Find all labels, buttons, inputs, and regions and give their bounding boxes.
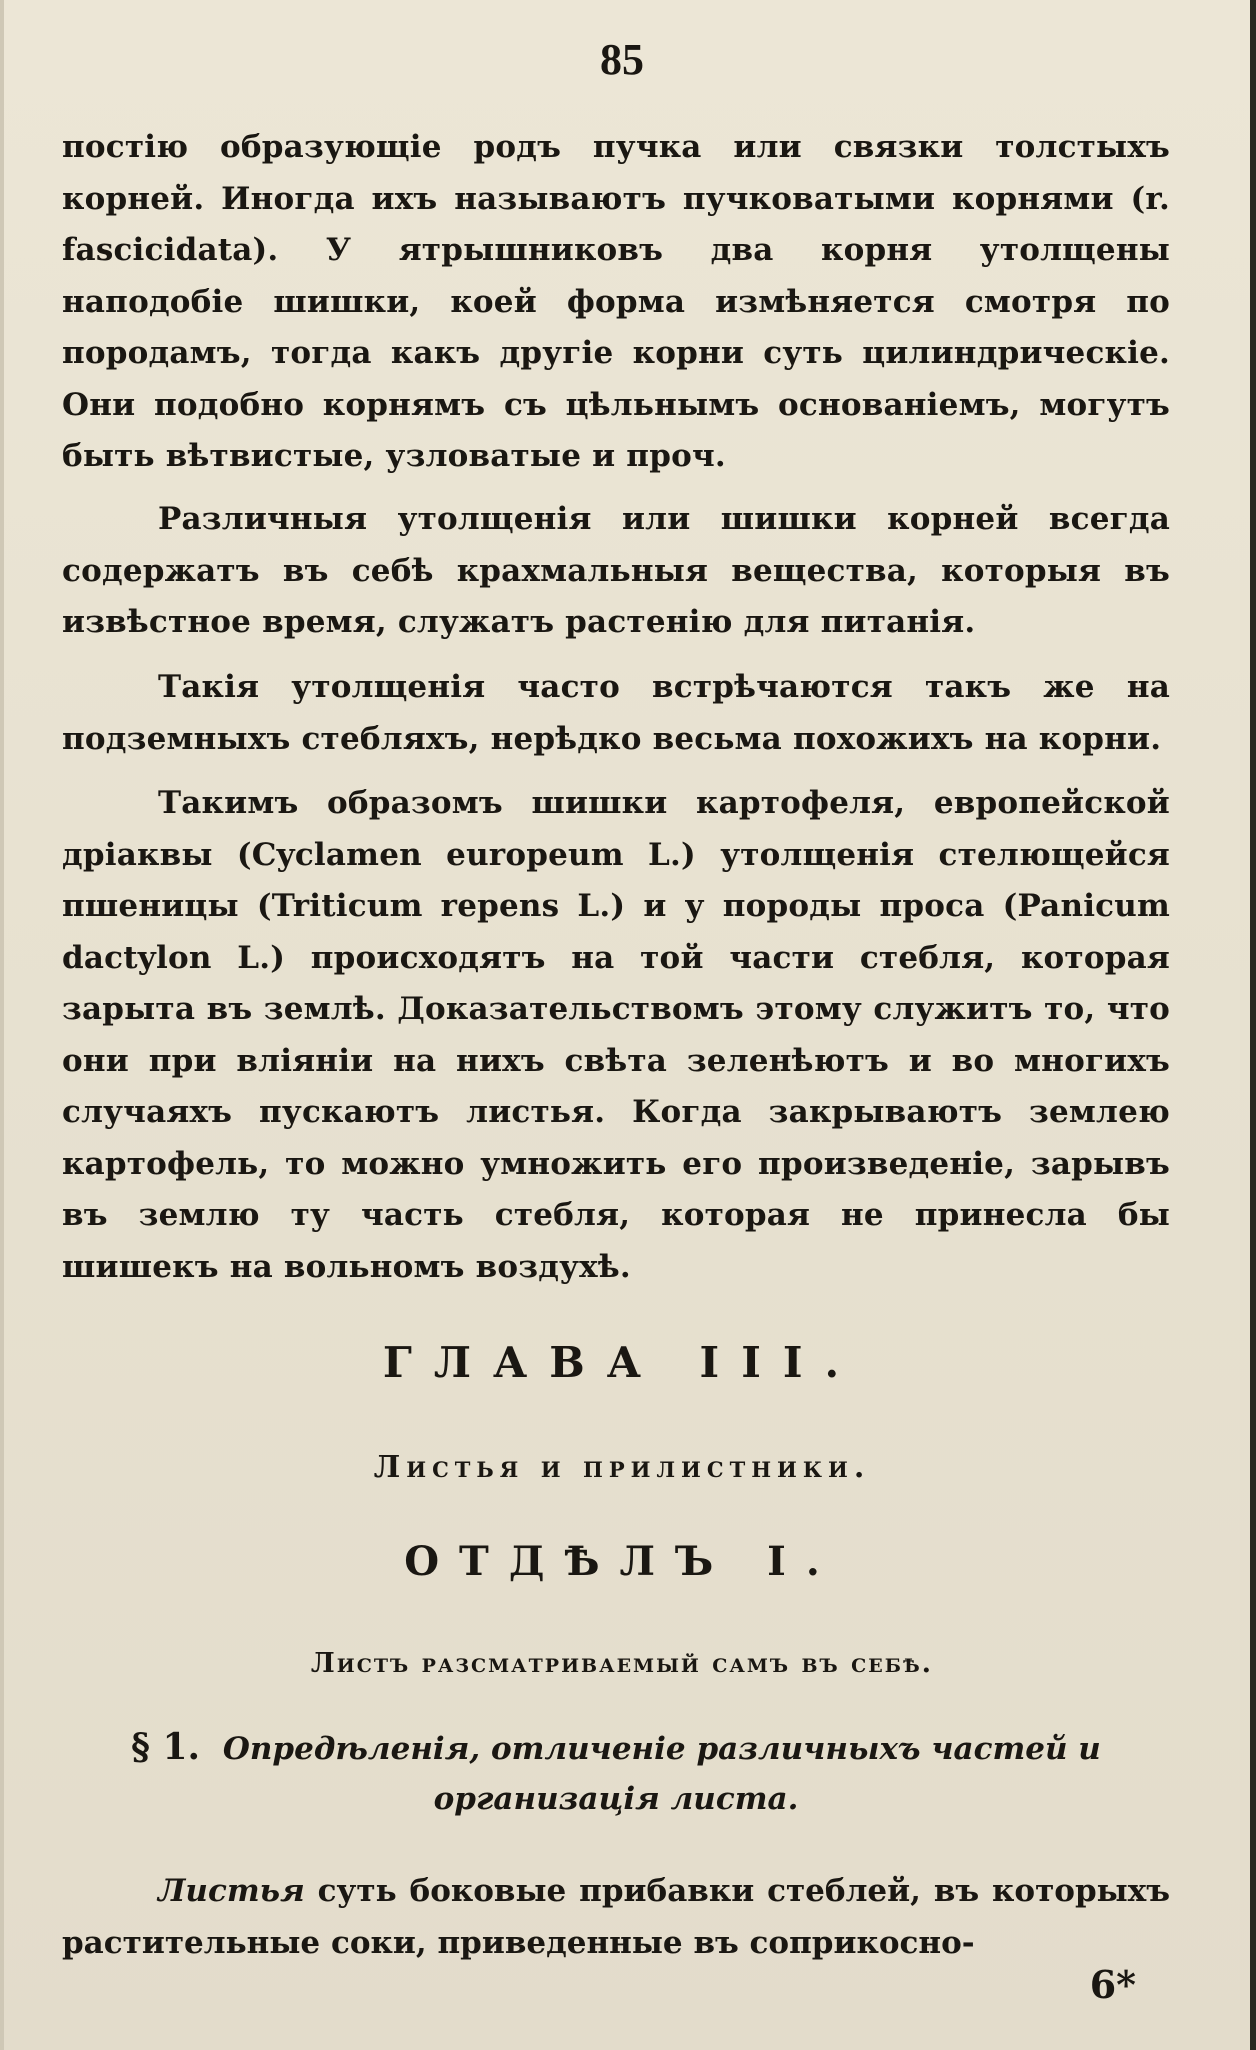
signature-mark: 6* bbox=[1089, 1962, 1136, 2007]
section-symbol: § 1. bbox=[131, 1726, 201, 1768]
last-paragraph bbox=[62, 1866, 1170, 1969]
chapter-title: Листья и прилистники. bbox=[373, 1450, 871, 1485]
paragraph-1 bbox=[62, 122, 1170, 499]
page-number: 85 bbox=[600, 35, 644, 84]
last-paragraph-text: суть боковые прибавки стеблей, въ которыхъ растительные соки, приведенные въ соприкосно- bbox=[62, 1873, 1170, 1961]
paragraph-1-text: постію образующіе родъ пучка или связки толстыхъ корней. Иногда ихъ называютъ пучковатыми корнями (r. fascicidata). У ятрышниковъ два корня утолщены наподобіе шишки, коей форма измѣняется смотря по породамъ, тогда какъ другіе корни суть цилиндрическіе. Они подобно корнямъ съ цѣльнымъ основаніемъ, могутъ быть вѣтвистые, узловатые и проч. bbox=[62, 129, 1170, 474]
paragraph-heading bbox=[62, 1722, 1170, 1824]
paragraph-3-text: Такія утолщенія часто встрѣчаются такъ же на подземныхъ стебляхъ, нерѣдко весьма похожихъ на корни. bbox=[62, 669, 1170, 757]
chapter-heading: ГЛАВА III. bbox=[382, 1338, 862, 1387]
paragraph-heading-text: Опредѣленія, отличеніе различныхъ частей и организація листа. bbox=[222, 1731, 1101, 1817]
last-paragraph-italic: Листья bbox=[158, 1873, 305, 1909]
paragraph-4-text: Такимъ образомъ шишки картофеля, европейской дріаквы (Cyclamen europeum L.) утолщенія стелющейся пшеницы (Triticum repens L.) и у породы проса (Panicum dactylon L.) происходятъ на той части стебля, которая зарыта въ землѣ. Доказательствомъ этому служитъ то, что они при вліяніи на нихъ свѣта зеленѣютъ и во многихъ случаяхъ пускаютъ листья. Когда закрываютъ землею картофель, то можно умножить его произведеніе, зарывъ въ землю ту часть стебля, которая не принесла бы шишекъ на вольномъ воздухѣ. bbox=[62, 785, 1170, 1285]
section-heading: ОТДѢЛЪ I. bbox=[404, 1538, 840, 1585]
paragraph-2-text: Различныя утолщенія или шишки корней всегда содержатъ въ себѣ крахмальныя вещества, которыя въ извѣстное время, служатъ растенію для питанія. bbox=[62, 501, 1170, 640]
paragraph-4 bbox=[62, 778, 1170, 1309]
paragraph-3 bbox=[62, 662, 1170, 781]
section-title: Листъ разсматриваемый самъ въ себѣ. bbox=[310, 1648, 934, 1679]
paragraph-2 bbox=[62, 494, 1170, 665]
